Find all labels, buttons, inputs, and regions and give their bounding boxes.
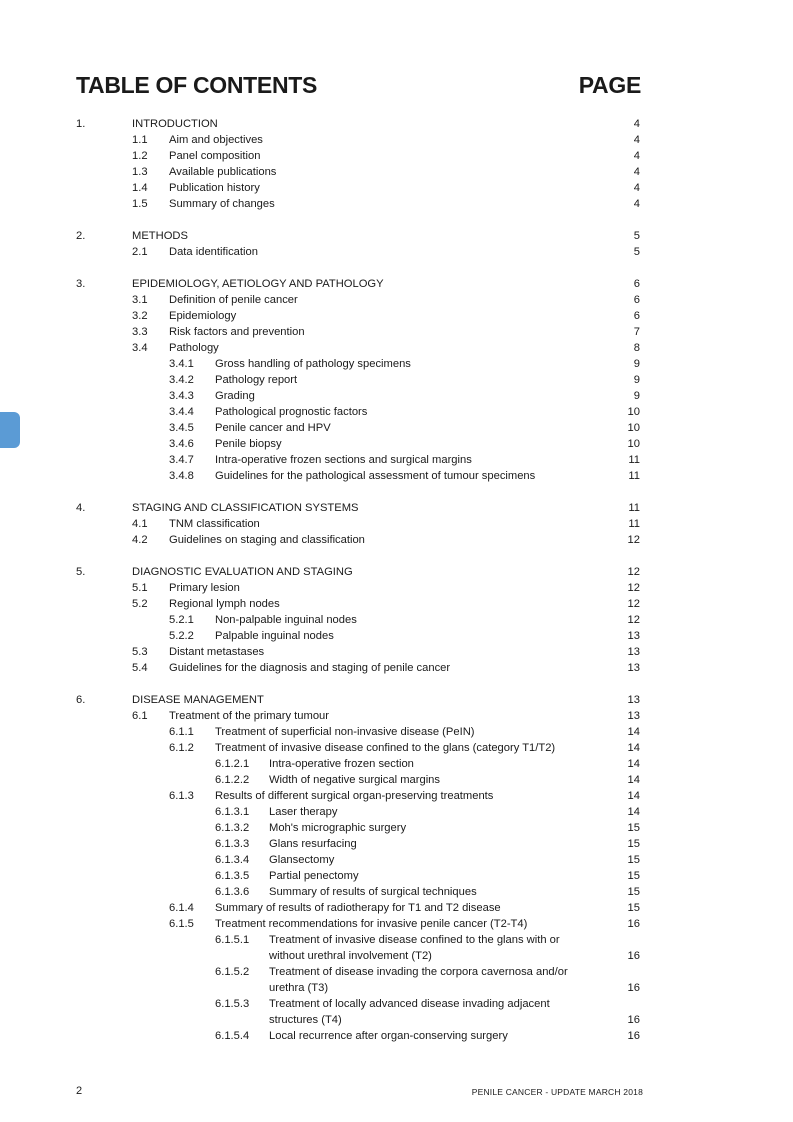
toc-entry-page: 6 bbox=[633, 294, 640, 306]
toc-entry-number: 1.3 bbox=[132, 166, 148, 178]
toc-entry-number: 4.2 bbox=[132, 534, 148, 546]
toc-entry-number: 6.1.3.5 bbox=[215, 870, 250, 882]
toc-entry-page: 6 bbox=[633, 310, 640, 322]
toc-entry-title: METHODS bbox=[132, 230, 188, 242]
toc-entry-number: 6.1.3 bbox=[169, 790, 194, 802]
toc-spacer bbox=[0, 484, 793, 500]
toc-entry-number: 1.4 bbox=[132, 182, 148, 194]
toc-entry-number: 5.2.2 bbox=[169, 630, 194, 642]
toc-entry-number: 3.4.3 bbox=[169, 390, 194, 402]
toc-entry-number: 6.1.2 bbox=[169, 742, 194, 754]
toc-entry[interactable] bbox=[0, 596, 793, 612]
toc-entry[interactable] bbox=[0, 740, 793, 756]
toc-entry-number: 3.4.8 bbox=[169, 470, 194, 482]
toc-entry-page: 15 bbox=[627, 838, 640, 850]
toc-entry[interactable] bbox=[0, 724, 793, 740]
toc-entry-number: 6.1.3.2 bbox=[215, 822, 250, 834]
toc-entry-number: 3.4.7 bbox=[169, 454, 194, 466]
toc-entry-number: 6.1.3.4 bbox=[215, 854, 250, 866]
toc-entry-page: 10 bbox=[627, 406, 640, 418]
toc-entry-page: 12 bbox=[627, 598, 640, 610]
toc-entry[interactable] bbox=[0, 756, 793, 772]
toc-entry[interactable] bbox=[0, 660, 793, 676]
toc-entry-page: 15 bbox=[627, 854, 640, 866]
toc-entry[interactable] bbox=[0, 308, 793, 324]
toc-entry-page: 15 bbox=[627, 822, 640, 834]
toc-entry[interactable] bbox=[0, 628, 793, 644]
toc-entry[interactable] bbox=[0, 452, 793, 468]
toc-entry[interactable] bbox=[0, 580, 793, 596]
toc-entry-page: 14 bbox=[627, 726, 640, 738]
toc-entry[interactable] bbox=[0, 468, 793, 484]
toc-entry-title: Penile biopsy bbox=[215, 438, 282, 450]
toc-entry-title: STAGING AND CLASSIFICATION SYSTEMS bbox=[132, 502, 359, 514]
toc-entry-title: Treatment of disease invading the corpora cavernosa and/or bbox=[269, 966, 568, 978]
toc-entry-title: Pathological prognostic factors bbox=[215, 406, 368, 418]
toc-entry-page: 14 bbox=[627, 774, 640, 786]
toc-entry-number: 6.1 bbox=[132, 710, 148, 722]
toc-entry-number: 4. bbox=[76, 502, 86, 514]
toc-entry-page: 14 bbox=[627, 758, 640, 770]
toc-entry-title: Glansectomy bbox=[269, 854, 335, 866]
toc-entry-page: 12 bbox=[627, 566, 640, 578]
toc-entry[interactable] bbox=[0, 964, 793, 980]
toc-entry[interactable] bbox=[0, 772, 793, 788]
toc-entry-number: 3.4.4 bbox=[169, 406, 194, 418]
toc-entry-page: 15 bbox=[627, 870, 640, 882]
toc-entry[interactable] bbox=[0, 372, 793, 388]
toc-entry-page: 5 bbox=[633, 246, 640, 258]
toc-entry-title: Intra-operative frozen sections and surgical margins bbox=[215, 454, 472, 466]
footer-running-title: PENILE CANCER - UPDATE MARCH 2018 bbox=[471, 1087, 643, 1097]
toc-entry-title: Gross handling of pathology specimens bbox=[215, 358, 411, 370]
toc-spacer bbox=[0, 212, 793, 228]
toc-entry-page: 16 bbox=[627, 1014, 640, 1026]
toc-entry-title: Epidemiology bbox=[169, 310, 237, 322]
toc-entry-number: 5. bbox=[76, 566, 86, 578]
toc-entry[interactable] bbox=[0, 916, 793, 932]
toc-entry-page: 15 bbox=[627, 886, 640, 898]
toc-entry-title: Summary of changes bbox=[169, 198, 275, 210]
toc-entry-page: 5 bbox=[633, 230, 640, 242]
toc-entry[interactable] bbox=[0, 1012, 793, 1028]
toc-entry[interactable] bbox=[0, 532, 793, 548]
toc-entry-page: 11 bbox=[628, 470, 640, 482]
toc-entry-number: 5.4 bbox=[132, 662, 148, 674]
toc-entry-title: Pathology bbox=[169, 342, 219, 354]
toc-entry[interactable] bbox=[0, 932, 793, 948]
toc-entry[interactable] bbox=[0, 164, 793, 180]
toc-entry-number: 6.1.5.4 bbox=[215, 1030, 250, 1042]
toc-entry-title: Regional lymph nodes bbox=[169, 598, 280, 610]
toc-entry-title: Partial penectomy bbox=[269, 870, 359, 882]
toc-entry-number: 5.2.1 bbox=[169, 614, 194, 626]
toc-entry[interactable] bbox=[0, 836, 793, 852]
toc-entry-number: 3.1 bbox=[132, 294, 148, 306]
toc-entry-title: Width of negative surgical margins bbox=[269, 774, 440, 786]
toc-entry-title: TNM classification bbox=[169, 518, 260, 530]
toc-entry[interactable] bbox=[0, 436, 793, 452]
toc-entry[interactable] bbox=[0, 804, 793, 820]
toc-entry-page: 11 bbox=[628, 502, 640, 514]
toc-entry-title: Risk factors and prevention bbox=[169, 326, 305, 338]
toc-entry-title: Pathology report bbox=[215, 374, 298, 386]
toc-entry-page: 15 bbox=[627, 902, 640, 914]
toc-entry-number: 6.1.2.1 bbox=[215, 758, 250, 770]
toc-entry-number: 3.4.6 bbox=[169, 438, 194, 450]
toc-entry[interactable] bbox=[0, 244, 793, 260]
toc-entry-page: 6 bbox=[633, 278, 640, 290]
toc-entry[interactable] bbox=[0, 852, 793, 868]
toc-spacer bbox=[0, 260, 793, 276]
toc-entry-number: 6.1.5.1 bbox=[215, 934, 250, 946]
toc-entry-title: Moh's micrographic surgery bbox=[269, 822, 407, 834]
toc-entry-title: Intra-operative frozen section bbox=[269, 758, 414, 770]
toc-entry[interactable] bbox=[0, 564, 793, 580]
toc-entry-number: 3.3 bbox=[132, 326, 148, 338]
toc-entry[interactable] bbox=[0, 228, 793, 244]
toc-entry-page: 4 bbox=[633, 150, 640, 162]
toc-entry-number: 6.1.3.3 bbox=[215, 838, 250, 850]
toc-entry-page: 4 bbox=[633, 182, 640, 194]
toc-entry-page: 10 bbox=[627, 422, 640, 434]
toc-entry[interactable] bbox=[0, 900, 793, 916]
toc-entry-title: Laser therapy bbox=[269, 806, 338, 818]
toc-entry[interactable] bbox=[0, 820, 793, 836]
table-of-contents bbox=[0, 116, 793, 1044]
toc-entry-title: structures (T4) bbox=[269, 1014, 342, 1026]
toc-entry[interactable] bbox=[0, 420, 793, 436]
toc-entry[interactable] bbox=[0, 644, 793, 660]
toc-entry-number: 6.1.5.2 bbox=[215, 966, 250, 978]
toc-entry-number: 3.4.2 bbox=[169, 374, 194, 386]
toc-entry-number: 6.1.5.3 bbox=[215, 998, 250, 1010]
toc-entry[interactable] bbox=[0, 324, 793, 340]
toc-entry-number: 4.1 bbox=[132, 518, 148, 530]
toc-entry-title: DIAGNOSTIC EVALUATION AND STAGING bbox=[132, 566, 353, 578]
toc-entry-page: 13 bbox=[627, 710, 640, 722]
toc-entry-title: Local recurrence after organ-conserving surgery bbox=[269, 1030, 508, 1042]
toc-entry[interactable] bbox=[0, 340, 793, 356]
toc-entry-page: 9 bbox=[633, 358, 640, 370]
toc-entry[interactable] bbox=[0, 116, 793, 132]
toc-entry-number: 1.5 bbox=[132, 198, 148, 210]
toc-entry-page: 11 bbox=[628, 454, 640, 466]
toc-entry-title: Summary of results of radiotherapy for T1 and T2 disease bbox=[215, 902, 501, 914]
toc-entry-number: 6.1.1 bbox=[169, 726, 194, 738]
toc-entry-title: Definition of penile cancer bbox=[169, 294, 298, 306]
toc-entry[interactable] bbox=[0, 404, 793, 420]
toc-entry-number: 6.1.5 bbox=[169, 918, 194, 930]
toc-entry-page: 10 bbox=[627, 438, 640, 450]
toc-entry-title: Distant metastases bbox=[169, 646, 265, 658]
toc-entry[interactable] bbox=[0, 996, 793, 1012]
toc-entry[interactable] bbox=[0, 148, 793, 164]
toc-entry-page: 16 bbox=[627, 982, 640, 994]
toc-entry-number: 3.4.5 bbox=[169, 422, 194, 434]
toc-entry[interactable] bbox=[0, 788, 793, 804]
toc-entry[interactable] bbox=[0, 612, 793, 628]
toc-entry-page: 14 bbox=[627, 806, 640, 818]
toc-entry-number: 2.1 bbox=[132, 246, 148, 258]
toc-entry-page: 4 bbox=[633, 198, 640, 210]
toc-entry[interactable] bbox=[0, 276, 793, 292]
toc-entry-title: Results of different surgical organ-preserving treatments bbox=[215, 790, 494, 802]
toc-spacer bbox=[0, 676, 793, 692]
toc-entry-title: Panel composition bbox=[169, 150, 261, 162]
toc-entry-page: 8 bbox=[633, 342, 640, 354]
page-column-heading: PAGE bbox=[578, 72, 641, 98]
toc-entry-number: 2. bbox=[76, 230, 86, 242]
toc-entry-page: 12 bbox=[627, 582, 640, 594]
toc-entry[interactable] bbox=[0, 868, 793, 884]
toc-entry-title: Grading bbox=[215, 390, 255, 402]
toc-entry-number: 6.1.2.2 bbox=[215, 774, 250, 786]
toc-entry-title: Guidelines for the diagnosis and staging of penile cancer bbox=[169, 662, 451, 674]
toc-entry[interactable] bbox=[0, 388, 793, 404]
toc-entry-page: 14 bbox=[627, 790, 640, 802]
toc-entry-title: Treatment of superficial non-invasive disease (PeIN) bbox=[215, 726, 475, 738]
toc-entry-number: 5.2 bbox=[132, 598, 148, 610]
toc-entry[interactable] bbox=[0, 948, 793, 964]
toc-entry[interactable] bbox=[0, 132, 793, 148]
toc-entry[interactable] bbox=[0, 884, 793, 900]
page-title: TABLE OF CONTENTS bbox=[76, 72, 318, 98]
toc-entry-page: 16 bbox=[627, 950, 640, 962]
toc-entry-page: 13 bbox=[627, 694, 640, 706]
toc-entry-title: Guidelines on staging and classification bbox=[169, 534, 365, 546]
toc-entry-page: 4 bbox=[633, 134, 640, 146]
toc-entry-page: 12 bbox=[627, 534, 640, 546]
toc-entry-title: EPIDEMIOLOGY, AETIOLOGY AND PATHOLOGY bbox=[132, 278, 384, 290]
toc-entry-page: 9 bbox=[633, 374, 640, 386]
footer-page-number: 2 bbox=[76, 1085, 83, 1097]
toc-entry-page: 13 bbox=[627, 646, 640, 658]
toc-entry-title: Treatment of invasive disease confined to the glans with or bbox=[269, 934, 560, 946]
toc-entry-page: 16 bbox=[627, 918, 640, 930]
toc-entry-page: 7 bbox=[633, 326, 640, 338]
toc-entry-page: 13 bbox=[627, 662, 640, 674]
toc-entry-number: 3.2 bbox=[132, 310, 148, 322]
toc-entry-title: Glans resurfacing bbox=[269, 838, 357, 850]
toc-entry-page: 11 bbox=[628, 518, 640, 530]
toc-entry-page: 13 bbox=[627, 630, 640, 642]
toc-entry-title: Available publications bbox=[169, 166, 277, 178]
toc-entry-title: Palpable inguinal nodes bbox=[215, 630, 334, 642]
toc-entry-title: Penile cancer and HPV bbox=[215, 422, 331, 434]
toc-entry-number: 3. bbox=[76, 278, 86, 290]
toc-entry-number: 5.3 bbox=[132, 646, 148, 658]
toc-entry-title: INTRODUCTION bbox=[132, 118, 218, 130]
toc-entry-title: DISEASE MANAGEMENT bbox=[132, 694, 264, 706]
toc-entry[interactable] bbox=[0, 180, 793, 196]
toc-entry-title: Summary of results of surgical techniques bbox=[269, 886, 477, 898]
toc-entry-number: 6.1.4 bbox=[169, 902, 194, 914]
toc-entry[interactable] bbox=[0, 500, 793, 516]
toc-entry[interactable] bbox=[0, 692, 793, 708]
toc-entry-number: 1.2 bbox=[132, 150, 148, 162]
toc-entry-title: Aim and objectives bbox=[169, 134, 263, 146]
toc-entry-number: 1.1 bbox=[132, 134, 148, 146]
toc-entry-page: 4 bbox=[633, 118, 640, 130]
toc-entry-title: without urethral involvement (T2) bbox=[269, 950, 432, 962]
toc-entry-page: 12 bbox=[627, 614, 640, 626]
toc-entry-number: 6.1.3.6 bbox=[215, 886, 250, 898]
toc-entry-number: 6. bbox=[76, 694, 86, 706]
toc-entry-page: 9 bbox=[633, 390, 640, 402]
toc-entry-title: Guidelines for the pathological assessment of tumour specimens bbox=[215, 470, 536, 482]
toc-entry[interactable] bbox=[0, 196, 793, 212]
toc-entry-title: Treatment recommendations for invasive penile cancer (T2-T4) bbox=[215, 918, 528, 930]
toc-entry[interactable] bbox=[0, 1028, 793, 1044]
toc-entry-page: 14 bbox=[627, 742, 640, 754]
toc-spacer bbox=[0, 548, 793, 564]
toc-entry[interactable] bbox=[0, 708, 793, 724]
toc-entry-page: 16 bbox=[627, 1030, 640, 1042]
toc-entry-number: 3.4 bbox=[132, 342, 148, 354]
toc-entry-number: 3.4.1 bbox=[169, 358, 194, 370]
toc-entry-title: Treatment of locally advanced disease invading adjacent bbox=[269, 998, 550, 1010]
toc-entry-page: 4 bbox=[633, 166, 640, 178]
toc-entry-title: urethra (T3) bbox=[269, 982, 329, 994]
toc-entry[interactable] bbox=[0, 356, 793, 372]
toc-entry-title: Treatment of the primary tumour bbox=[169, 710, 329, 722]
toc-entry[interactable] bbox=[0, 292, 793, 308]
toc-entry[interactable] bbox=[0, 980, 793, 996]
toc-entry-number: 1. bbox=[76, 118, 86, 130]
toc-entry-number: 5.1 bbox=[132, 582, 148, 594]
toc-entry-title: Data identification bbox=[169, 246, 258, 258]
toc-entry-title: Non-palpable inguinal nodes bbox=[215, 614, 357, 626]
toc-entry-title: Treatment of invasive disease confined to the glans (category T1/T2) bbox=[215, 742, 556, 754]
toc-entry-title: Primary lesion bbox=[169, 582, 240, 594]
toc-entry[interactable] bbox=[0, 516, 793, 532]
toc-entry-title: Publication history bbox=[169, 182, 260, 194]
toc-entry-number: 6.1.3.1 bbox=[215, 806, 250, 818]
